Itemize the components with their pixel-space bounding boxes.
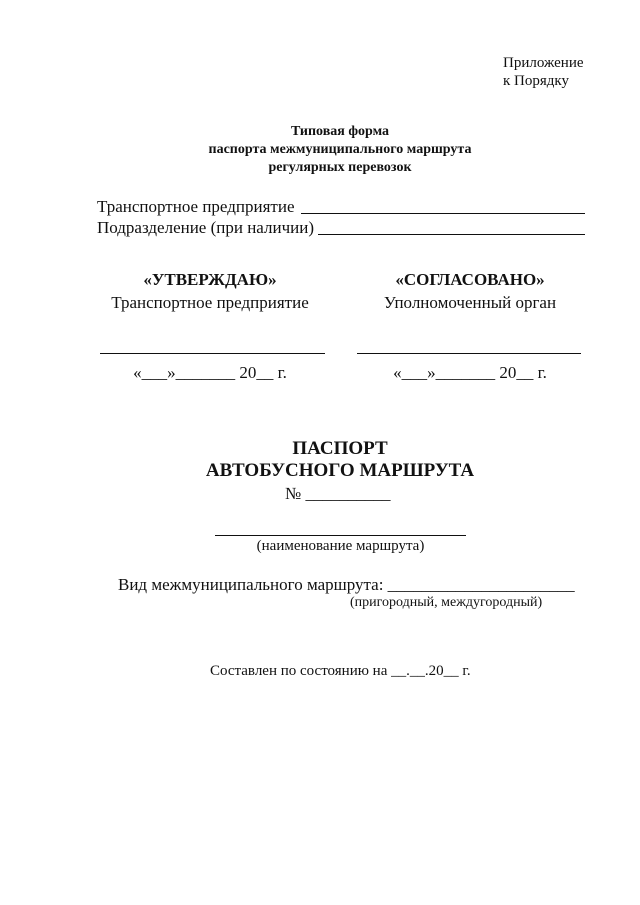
passport-title-2: АВТОБУСНОГО МАРШРУТА: [205, 460, 475, 481]
status-line: Составлен по состоянию на __.__.20__ г.: [210, 663, 471, 679]
enterprise-field[interactable]: [301, 213, 585, 214]
form-title-line-3: регулярных перевозок: [268, 160, 412, 175]
route-type-hint: (пригородный, междугородный): [350, 595, 543, 610]
agree-org: Уполномоченный орган: [383, 293, 557, 312]
approve-signature-field[interactable]: [100, 353, 325, 354]
agree-date: «___»_______ 20__ г.: [393, 363, 547, 382]
form-title-line-1: Типовая форма: [290, 124, 390, 139]
agree-signature-field[interactable]: [357, 353, 581, 354]
subdivision-field[interactable]: [318, 234, 585, 235]
agree-heading: «СОГЛАСОВАНО»: [395, 270, 545, 289]
approve-date: «___»_______ 20__ г.: [133, 363, 287, 382]
subdivision-label: Подразделение (при наличии): [97, 218, 314, 237]
passport-title-1: ПАСПОРТ: [292, 438, 388, 459]
approve-heading: «УТВЕРЖДАЮ»: [143, 270, 277, 289]
appendix-line-2: к Порядку: [503, 73, 569, 89]
appendix-line-1: Приложение: [503, 55, 584, 71]
route-name-field[interactable]: [215, 535, 466, 536]
route-name-caption: (наименование маршрута): [256, 538, 425, 554]
form-title-line-2: паспорта межмуниципального маршрута: [208, 142, 472, 157]
approve-org: Транспортное предприятие: [111, 293, 309, 312]
passport-number: № __________: [285, 484, 391, 503]
enterprise-label: Транспортное предприятие: [97, 197, 295, 216]
route-type-label: Вид межмуниципального маршрута: ______________________: [118, 575, 575, 594]
